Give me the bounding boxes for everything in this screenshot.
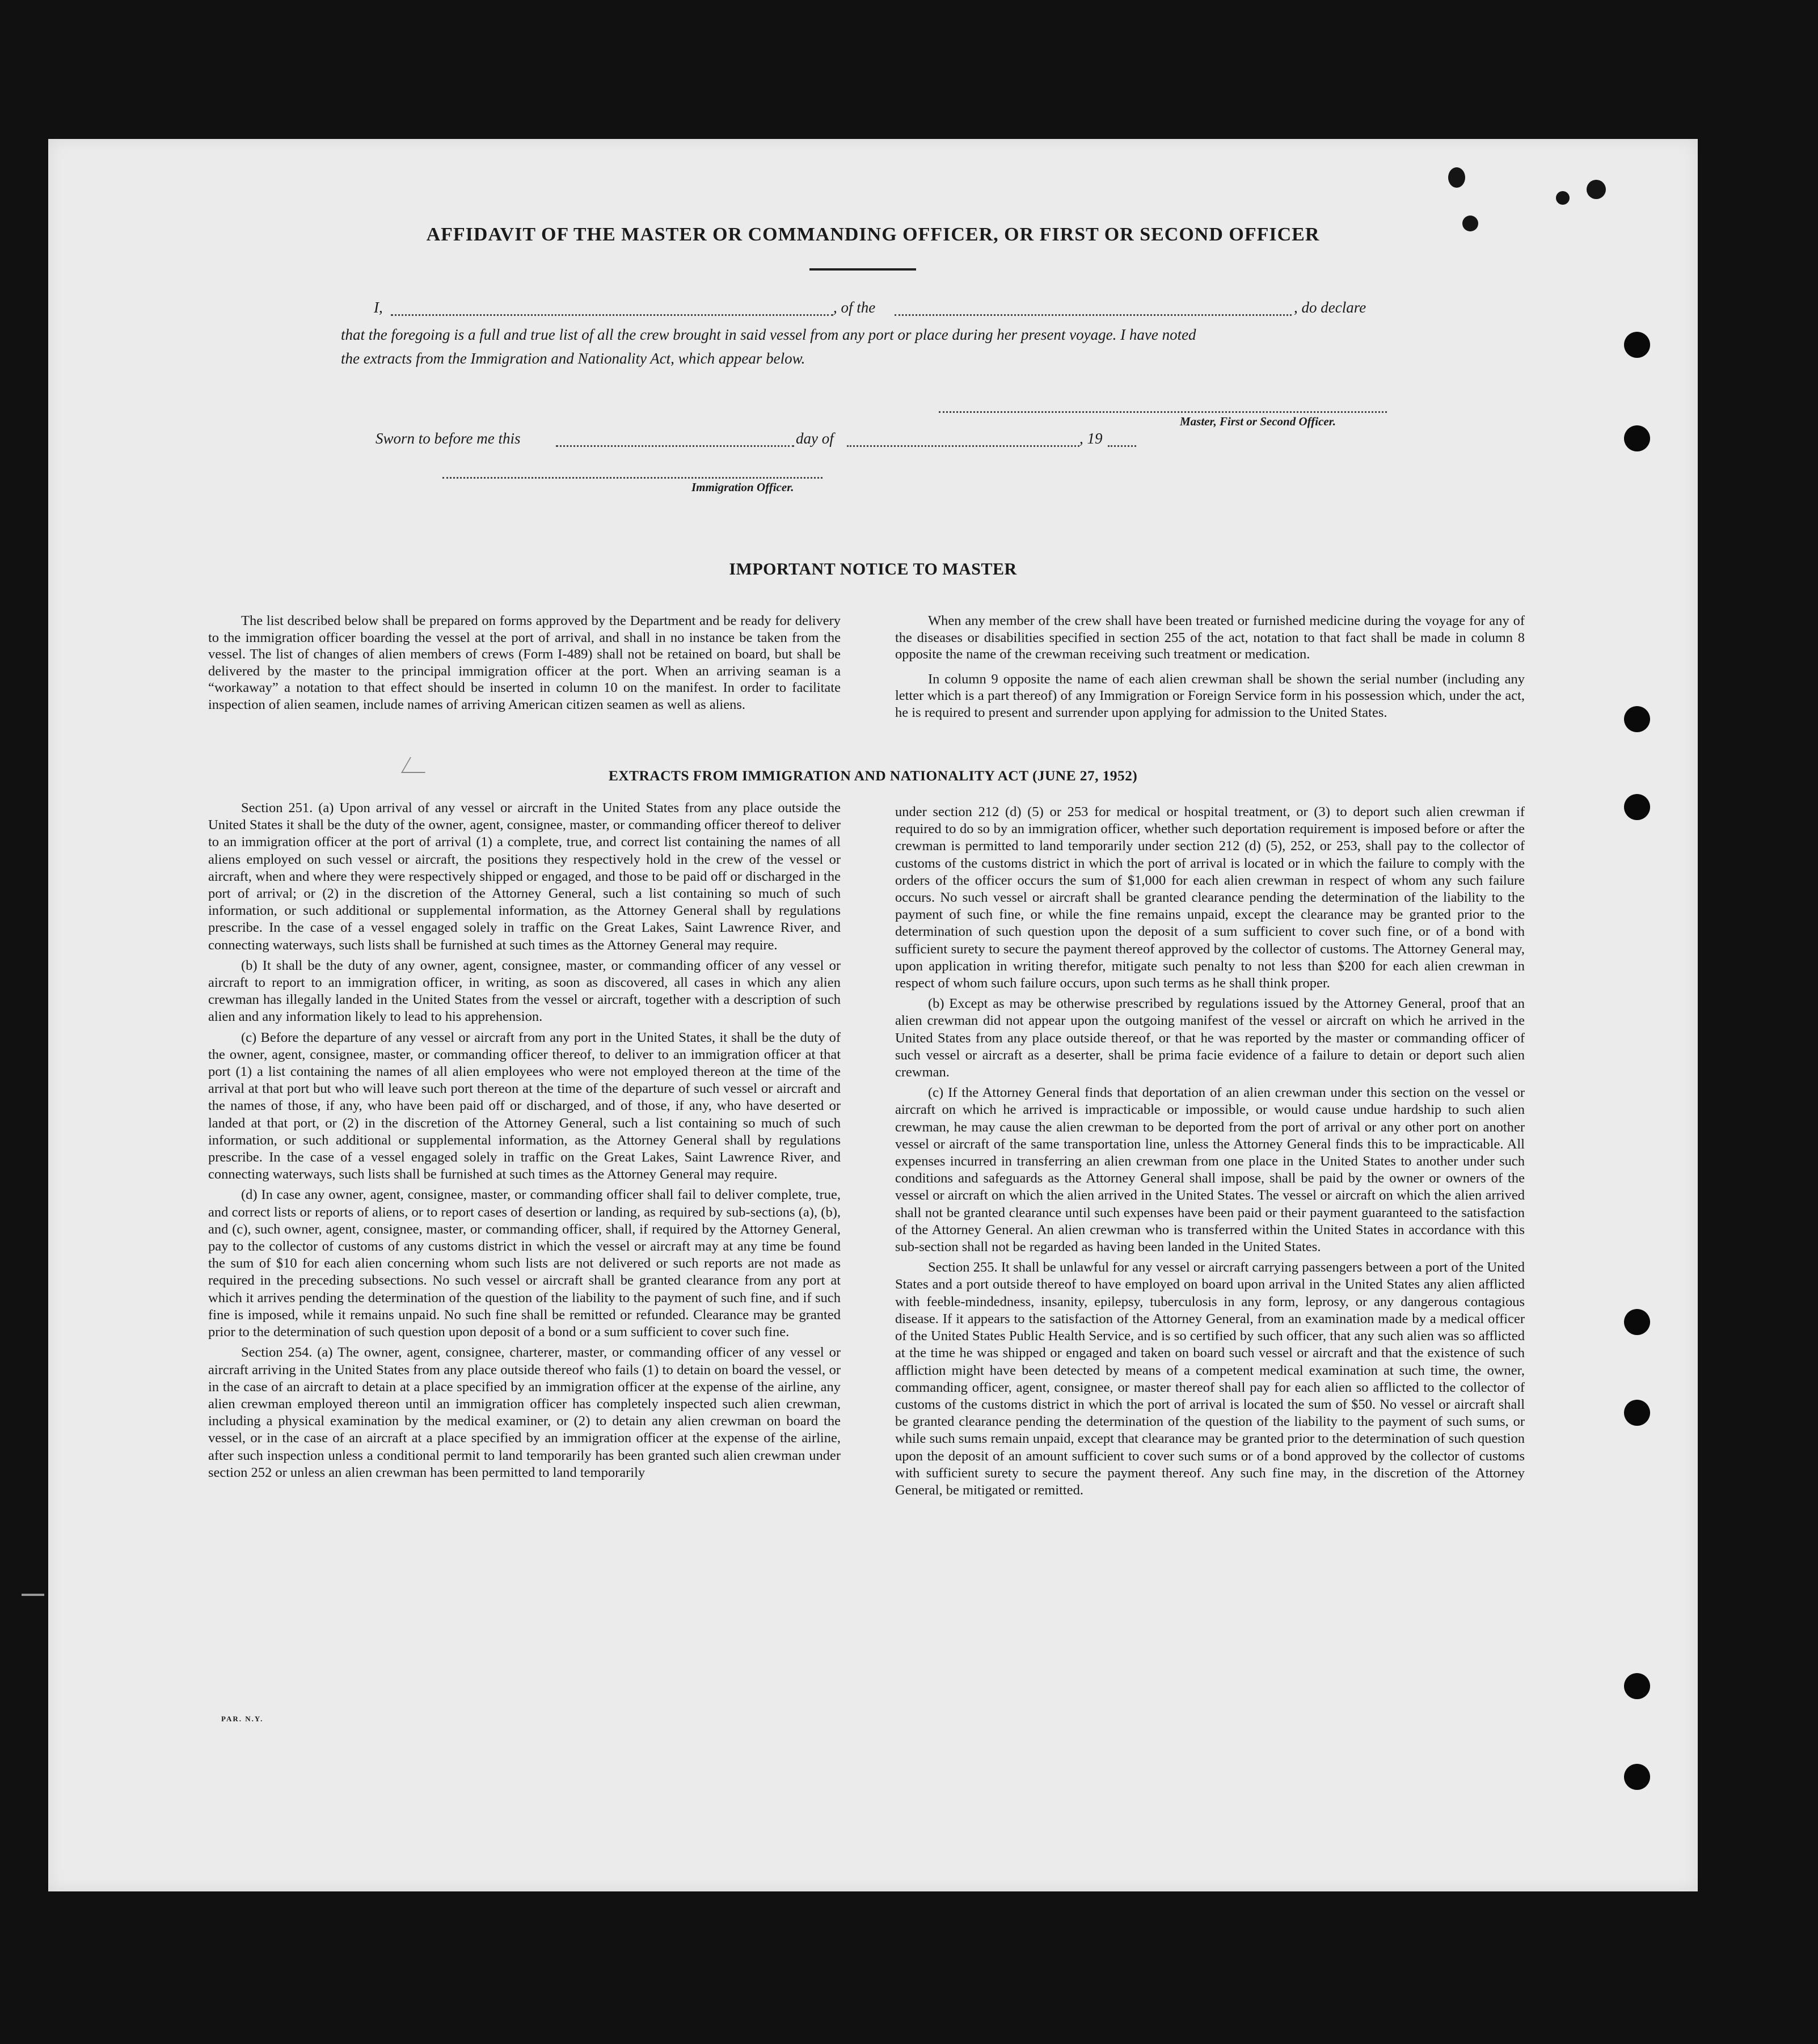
punch-hole bbox=[1624, 706, 1650, 732]
ink-smudge bbox=[1587, 180, 1606, 199]
notice-right-column bbox=[895, 613, 1525, 724]
punch-hole bbox=[1624, 794, 1650, 820]
edge-mark bbox=[22, 1594, 44, 1596]
notice-right-paragraph-1: When any member of the crew shall have been treated or furnished medicine during the voyage for any of the diseases or disabilities specified in section 255 of the act, notation to that fact shall be made in column 8 opposite the name of the crewman receiving such treatment or medication. bbox=[895, 613, 1525, 662]
title-rule bbox=[809, 268, 916, 271]
section-254b: (b) Except as may be otherwise prescribed by regulations issued by the Attorney General, proof that an alien crewman did not appear upon the outgoing manifest of the vessel or aircraft on which he arrived in the United States from any place outside thereof, or that he was reported by the master or commanding officer of such vessel or aircraft as a deserter, shall be prima facie evidence of a failure to detain or deport such alien crewman. bbox=[895, 996, 1525, 1080]
affidavit-line1-start: I, bbox=[374, 299, 383, 316]
section-254a: Section 254. (a) The owner, agent, consignee, charterer, master, or commanding officer of any vessel or aircraft arriving in the United States from any place outside thereof who fails (1) to detain on board the vessel, or in the case of an aircraft to detain at a place specified by an immigration officer at the expense of the airline, any alien crewman employed thereon until an immigration officer has completely inspected such alien crewman, including a physical examination by the medical examiner, or (2) to detain any alien crewman on board the vessel, or in the case of an aircraft at a place specified by an immigration officer at the expense of the airline, after such inspection unless a conditional permit to land temporarily has been granted such alien crewman under section 252 or unless an alien crewman has been permitted to land temporarily bbox=[208, 1345, 841, 1480]
affidavit-line2: that the foregoing is a full and true list of all the crew brought in said vessel from any port or place during her present voyage. I have noted bbox=[341, 326, 1196, 343]
sworn-year-blank bbox=[1108, 445, 1136, 447]
punch-hole bbox=[1624, 332, 1650, 358]
officer-caption: Immigration Officer. bbox=[691, 480, 794, 494]
section-251c: (c) Before the departure of any vessel or aircraft from any port in the United States, it shall be the duty of the owner, agent, consignee, master, or commanding officer thereof, to deliver to an immigration officer at that port (1) a list containing the names of all alien employees who were not employed thereon at the time of the arrival at that port but who will leave such port thereon at the time of the departure of such vessel or aircraft and the names of those, if any, who have been paid off or discharged, and of those, if any, who have deserted or landed at that port, or (2) in the discretion of the Attorney General, such a list containing so much of such information, or such additional or supplemental information, as the Attorney General shall by regulations prescribe. In the case of a vessel engaged solely in traffic on the Great Lakes, Saint Lawrence River, and connecting waterways, such lists shall be furnished at such times as the Attorney General may require. bbox=[208, 1029, 841, 1183]
affidavit-line1-mid: , of the bbox=[833, 299, 876, 316]
sworn-month-blank bbox=[847, 445, 1079, 447]
master-caption: Master, First or Second Officer. bbox=[1180, 415, 1336, 428]
notice-right-paragraph-2: In column 9 opposite the name of each alien crewman shall be shown the serial number (including any letter which is a part thereof) of any Immigration or Foreign Service form in his possession which, under the act, he is required to present and surrender upon applying for admission to the United States. bbox=[895, 671, 1525, 720]
notice-left-paragraph: The list described below shall be prepared on forms approved by the Department and be ready for delivery to the immigration officer boarding the vessel at the port of arrival, and shall in no instance be taken from the vessel. The list of changes of alien members of crews (Form I-489) shall not be retained on board, but shall be delivered by the master to the principal immigration officer at the port. When an arriving seaman is a “workaway” a notation to that effect should be inserted in column 10 on the manifest. In order to facilitate inspection of alien seamen, include names of arriving American citizen seamen as well as aliens. bbox=[208, 613, 841, 712]
master-signature-line bbox=[939, 411, 1387, 413]
name-blank bbox=[391, 314, 833, 316]
section-251b: (b) It shall be the duty of any owner, agent, consignee, master, or commanding officer of any vessel or aircraft to report to an immigration officer, in writing, as soon as discovered, all cases in which any alien crewman has illegally landed in the United States from the vessel or aircraft, together with a description of such alien and any information likely to lead to his apprehension. bbox=[208, 957, 841, 1025]
section-254c: (c) If the Attorney General finds that deportation of an alien crewman under this section on the vessel or aircraft on which he arrived is impracticable or impossible, or would cause undue hardship to such alien crewman, he may cause the alien crewman to be deported from the port of arrival or any other port on another vessel or aircraft of the same transportation line, unless the Attorney General finds this to be impracticable. All expenses incurred in transferring an alien crewman from one place in the United States to another under such conditions and safeguards as the Attorney General shall impose, shall be paid by the owner or owners of the vessel or aircraft on which the alien arrived in the United States. The vessel or aircraft on which the alien arrived shall not be granted clearance until such expenses have been paid or their payment guaranteed to the satisfaction of the Attorney General. An alien crewman who is transferred within the United States in accordance with this sub-section shall not be regarded as having been landed in the United States. bbox=[895, 1085, 1525, 1255]
affidavit-line3: the extracts from the Immigration and Nationality Act, which appear below. bbox=[341, 350, 805, 367]
extracts-right-column bbox=[895, 804, 1525, 1502]
extracts-left-column bbox=[208, 800, 841, 1485]
section-251d: (d) In case any owner, agent, consignee, master, or commanding officer shall fail to deliver complete, true, and correct lists or reports of aliens, or to report cases of desertion or landing, as required by sub-sections (a), (b), and (c), such owner, agent, consignee, master, or commanding officer, shall, if required by the Attorney General, pay to the collector of customs of any customs district in which the vessel or aircraft may at any time be found the sum of $10 for each alien concerning whom such lists are not delivered or such reports are not made as required in the preceding subsections. No such vessel or aircraft shall be granted clearance from any port at which it arrives pending the determination of the question of the liability to the payment of such fine, and if such fine is imposed, while it remains unpaid. No such fine shall be remitted or refunded. Clearance may be granted prior to the determination of such question upon deposit of a bond or a sum sufficient to cover such fine. bbox=[208, 1187, 841, 1340]
notice-left-column bbox=[208, 613, 841, 716]
punch-hole bbox=[1624, 1673, 1650, 1699]
document-page bbox=[48, 139, 1698, 1891]
vessel-blank bbox=[895, 314, 1292, 316]
printer-mark: PAR. N.Y. bbox=[221, 1714, 264, 1723]
sworn-end: , 19 bbox=[1079, 430, 1103, 447]
punch-hole bbox=[1624, 1400, 1650, 1426]
ink-smudge bbox=[1556, 191, 1570, 205]
punch-hole bbox=[1624, 1309, 1650, 1335]
sworn-start: Sworn to before me this bbox=[376, 430, 521, 447]
ink-smudge bbox=[1448, 167, 1465, 188]
section-251a: Section 251. (a) Upon arrival of any vessel or aircraft in the United States from any place outside the United States it shall be the duty of the owner, agent, consignee, master, or commanding officer thereof to deliver to an immigration officer at the port of arrival (1) a complete, true, and correct list containing the names of all aliens employed on such vessel or aircraft, the positions they respectively hold in the crew of the vessel or aircraft, when and where they were respectively shipped or engaged, and those to be paid off or discharged in the port of arrival; or (2) in the discretion of the Attorney General, such a list containing so much of such information, or such additional or supplemental information, as the Attorney General shall by regulations prescribe. In the case of a vessel engaged solely in traffic on the Great Lakes, Saint Lawrence River, and connecting waterways, such lists shall be furnished at such times as the Attorney General may require. bbox=[208, 800, 841, 953]
section-254a-continued: under section 212 (d) (5) or 253 for medical or hospital treatment, or (3) to deport such alien crewman if required to do so by an immigration officer, whether such deportation requirement is imposed before or after the crewman is permitted to land temporarily under section 212 (d) (5), 252, or 253, shall pay to the collector of customs of the customs district in which the port of arrival is located or in which the failure to comply with the orders of the officer occurs the sum of $1,000 for each alien crewman in respect of whom any such failure occurs. No such vessel or aircraft shall be granted clearance pending the determination of the liability to the payment of such fine, or while the fine remains unpaid, except the clearance may be granted prior to the determination of such question upon the deposit of a sum sufficient to cover such fine, or of a bond with sufficient surety to secure the payment thereof approved by the collector of customs. The Attorney General may, upon application in writing therefor, mitigate such penalty to not less than $200 for each alien crewman in respect of whom such failure occurs, upon such terms as he shall think proper. bbox=[895, 804, 1525, 991]
affidavit-title: AFFIDAVIT OF THE MASTER OR COMMANDING OFFICER, OR FIRST OR SECOND OFFICER bbox=[426, 224, 1320, 245]
sworn-day-blank bbox=[556, 445, 794, 447]
notice-title: IMPORTANT NOTICE TO MASTER bbox=[729, 560, 1017, 578]
punch-hole bbox=[1624, 425, 1650, 451]
extracts-title: EXTRACTS FROM IMMIGRATION AND NATIONALITY ACT (JUNE 27, 1952) bbox=[608, 767, 1138, 784]
ink-smudge bbox=[1462, 216, 1478, 231]
affidavit-line1-end: , do declare bbox=[1294, 299, 1366, 316]
punch-hole bbox=[1624, 1764, 1650, 1790]
sworn-mid: day of bbox=[796, 430, 834, 447]
officer-signature-line bbox=[442, 477, 822, 479]
section-255: Section 255. It shall be unlawful for any vessel or aircraft carrying passengers between a port of the United States and a port outside thereof to have employed on board upon arrival in the United States any alien afflicted with feeble-mindedness, insanity, epilepsy, tuberculosis in any form, leprosy, or any dangerous contagious disease. If it appears to the satisfaction of the Attorney General, from an examination made by a medical officer of the United States Public Health Service, and is so certified by such officer, that any such alien was so afflicted at the time he was shipped or engaged and taken on board such vessel or aircraft and that the existence of such affliction might have been detected by means of a competent medical examination at such time, the owner, commanding officer, agent, consignee, or master thereof shall pay for each alien so afflicted to the collector of customs of the customs district in which the port of arrival is located the sum of $50. No vessel or aircraft shall be granted clearance pending the determination of the question of the liability to the payment of such sums, or while such sums remain unpaid, except that clearance may be granted prior to the determination of such question upon the deposit of an amount sufficient to cover such sums or of a bond approved by the collector of customs with sufficient surety to secure the payment thereof. Any such fine may, in the discretion of the Attorney General, be mitigated or remitted. bbox=[895, 1260, 1525, 1498]
